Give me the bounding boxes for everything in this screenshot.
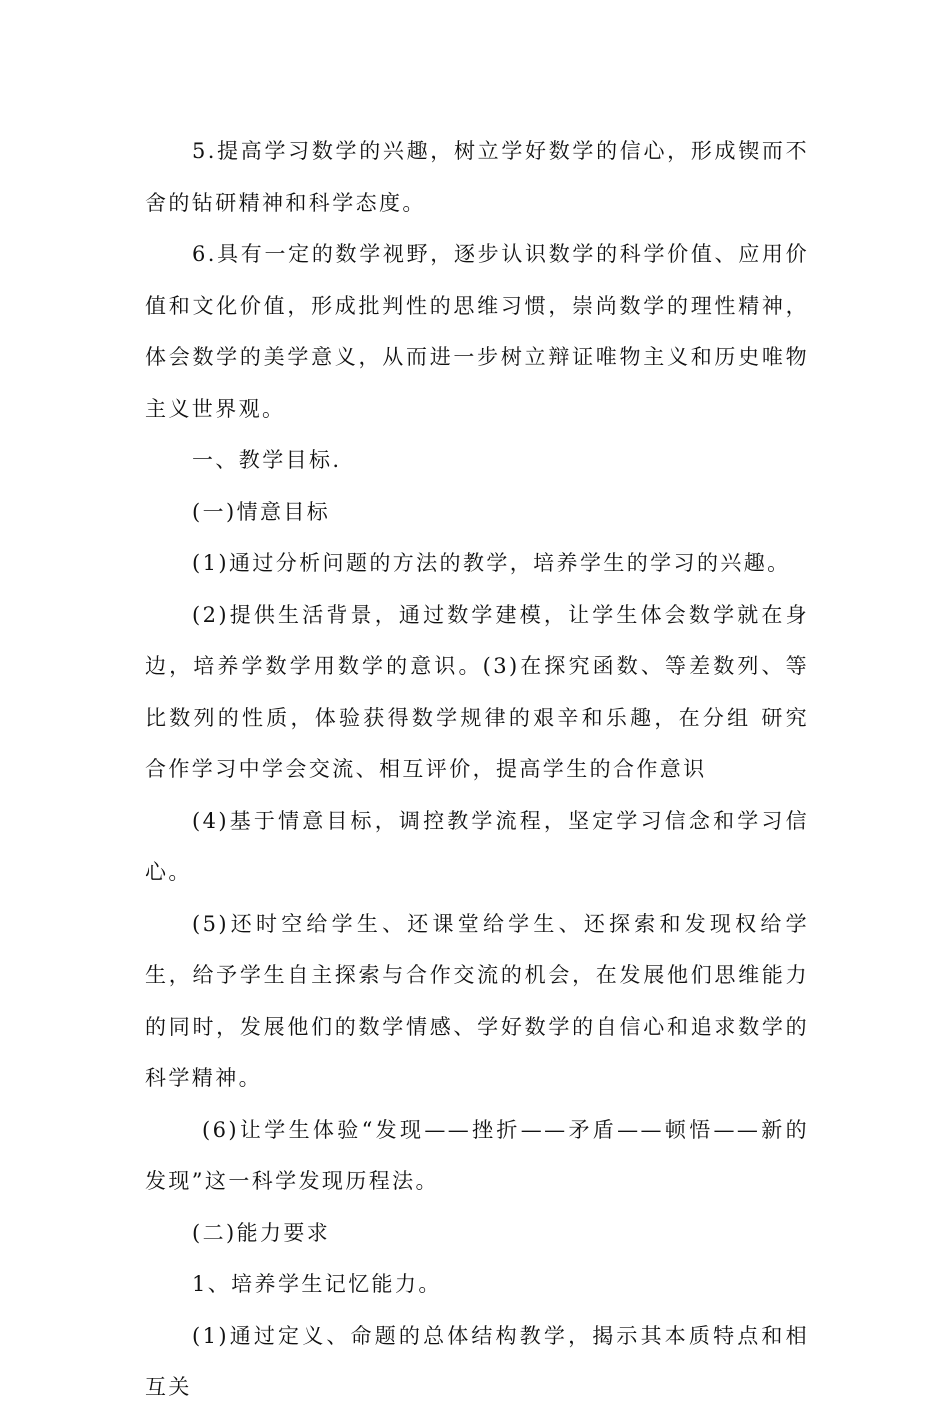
paragraph-goal-6: 6.具有一定的数学视野，逐步认识数学的科学价值、应用价值和文化价值，形成批判性的思维习惯，崇尚数学的理性精神，体会数学的美学意义，从而进一步树立辩证唯物主义和历史唯物主义世界观。	[145, 242, 809, 421]
paragraph-ability-1-1: (1)通过定义、命题的总体结构教学，揭示其本质特点和相互关	[145, 1323, 809, 1399]
subsection-heading-ability-requirements: (二)能力要求	[192, 1220, 331, 1245]
section-heading-teaching-goals: 一、教学目标.	[192, 448, 342, 472]
subsection-heading-affective-goals: (一)情意目标	[192, 499, 331, 524]
paragraph-affective-5: (5)还时空给学生、还课堂给学生、还探索和发现权给学生，给予学生自主探索与合作交流的机会，在发展他们思维能力的同时，发展他们的数学情感、学好数学的自信心和追求数学的科学精神。	[145, 911, 809, 1090]
paragraph-affective-2-3: (2)提供生活背景，通过数学建模，让学生体会数学就在身边，培养学数学用数学的意识。(3)在探究函数、等差数列、等比数列的性质，体验获得数学规律的艰辛和乐趣，在分组 研究合作学习中学会交流、相互评价，提高学生的合作意识	[145, 602, 809, 781]
paragraph-ability-1: 1、培养学生记忆能力。	[192, 1272, 442, 1296]
paragraph-affective-4: (4)基于情意目标，调控教学流程，坚定学习信念和学习信心。	[145, 808, 809, 884]
document-body	[145, 126, 809, 1414]
paragraph-affective-6: (6)让学生体验“发现——挫折——矛盾——顿悟——新的发现”这一科学发现历程法。	[145, 1117, 810, 1193]
paragraph-affective-1: (1)通过分析问题的方法的教学，培养学生的学习的兴趣。	[192, 551, 791, 575]
paragraph-goal-5: 5.提高学习数学的兴趣，树立学好数学的信心，形成锲而不舍的钻研精神和科学态度。	[145, 139, 809, 215]
